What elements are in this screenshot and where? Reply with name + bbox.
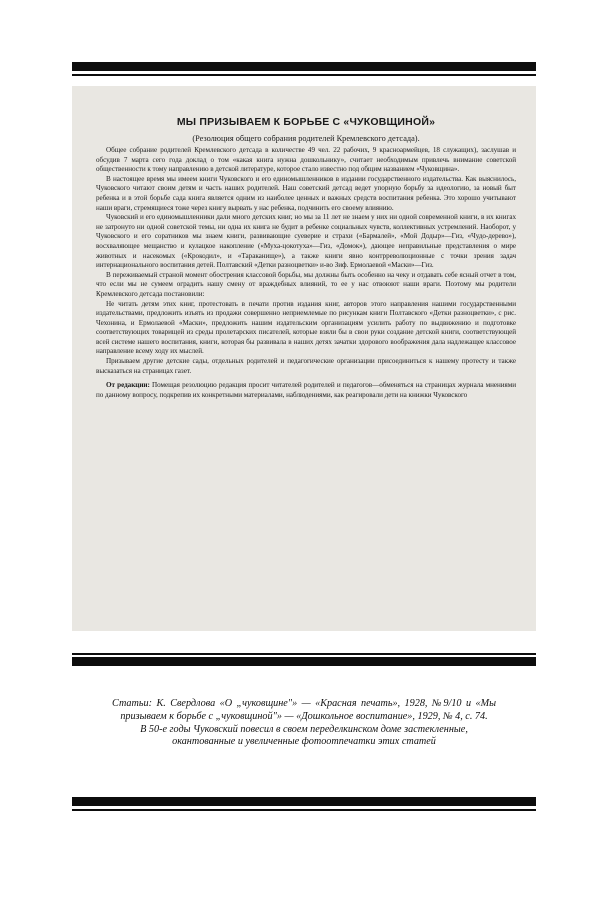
clipping-subtitle: (Резолюция общего собрания родителей Кремлевского детсада).	[192, 134, 420, 143]
caption-note: В 50-е годы Чуковский повесил в своем переделкинском доме застекленные, окантованные и увеличенные фотоотпечатки этих статей	[140, 723, 468, 748]
clipping-paragraph: Призываем другие детские сады, отдельных родителей и педагогические организации присоединиться к нашему протесту и также высказаться на страницах газет.	[96, 357, 516, 375]
newspaper-clipping	[72, 86, 536, 631]
clipping-headline: МЫ ПРИЗЫВАЕМ К БОРЬБЕ С «ЧУКОВЩИНОЙ»	[176, 116, 436, 128]
bottom-rule-thin	[72, 809, 536, 811]
clipping-text	[96, 116, 516, 400]
editor-note-label: От редакции:	[106, 381, 150, 390]
editor-note	[96, 381, 516, 400]
caption	[112, 698, 496, 749]
middle-rule-thin	[72, 653, 536, 655]
clipping-paragraph: В настоящее время мы имеем книги Чуковского и его единомышленников в издании государственного издательства. Как выяснилось, Чуковского читают своим детям и часть наших родителей. Наш советский детсад ведет упорную борьбу за идеологию, за новый быт ребенка и в этой борьбе сада книга является одним из наиболее ценных и важных средств воспитания ребенка. Это хорошо учитывают наши враги, стремящиеся тоже через книгу вырвать у нас ребенка, подчинить его своему влиянию.	[96, 174, 516, 212]
clipping-paragraph: Общее собрание родителей Кремлевского детсада в количестве 49 чел. 22 рабочих, 9 красноармейцев, 18 служащих), заслушав и обсудив 7 марта сего года доклад о том «какая книга нужна дошкольнику», считает необходимым привлечь внимание советской общественности к тому направлению в детской литературе, которое стало известно под общим названием «Чуковщина».	[96, 146, 516, 174]
clipping-paragraph: Не читать детям этих книг, протестовать в печати против издания книг, авторов этого направления нашими государственными издательствами, предложить изъять из продажи совершенно неприемлемые по рисункам книги Полтавского «Детки разноцветки», с рис. Чехонина, и Ермолаевой «Маски», предложить нашим издательским организациям усилить работу по выдвижению и подготовке соответствующих товарищей из среды пролетарских писателей, которые взяли бы в свои руки создание детской книги, соответствующей всей системе нашего воспитания, книги, которая бы развивала в наших детях зачатки здорового воображения дала надлежащее классовое направление всему ходу их мыслей.	[96, 299, 516, 356]
caption-sources: Статьи: К. Свердлова «О „чуковщине"» — «Красная печать», 1928, №9/10 и «Мы призываем к борьбе с „чуковщиной"» — «Дошкольное воспитание», 1929, № 4, с. 74.	[112, 698, 496, 722]
top-rule-thin	[72, 74, 536, 76]
clipping-paragraph: В переживаемый страной момент обострения классовой борьбы, мы должны быть особенно на чеку и отдавать себе ясный отчет в том, что если мы не сумеем оградить нашу смену от враждебных влияний, то ее у нас отвоюют наши враги. Поэтому мы родители Кремлевского детсада постановили:	[96, 270, 516, 298]
editor-note-text: Помещая резолюцию редакция просит читателей родителей и педагогов—обменяться на страницах журнала мнениями по данному вопросу, подкрепив их конкретными материалами, наблюдениями, как реагировали дети на книжки Чуковского	[96, 381, 516, 399]
middle-rule-thick	[72, 657, 536, 666]
bottom-rule-thick	[72, 797, 536, 806]
clipping-paragraph: Чуковский и его единомышленники дали много детских книг, но мы за 11 лет не знаем у них ни одной современной книги, в их книгах не затронуто ни одной советской темы, ни одна их книга не будит в ребенке социальных чувств, коллективных устремлений. Наоборот, у Чуковского и его соратников мы знаем книги, развивающие суеверие и страхи («Бармалей», «Мой Додыр»—Гиз, «Чудо-дерево»), восхваляющее мещанство и кулацкое накопление («Муха-цокотуха»—Гиз, «Домок»), дающее неправильные представления о мире животных и насекомых («Крокодил», и «Тараканище»), а также книги явно контрреволюционные с точки зрения задач интернационального воспитания детей. Полтавский «Детки разноцветки» и-во Зиф. Ермолаевой «Маски»—Гиз.	[96, 213, 516, 270]
top-rule-thick	[72, 62, 536, 71]
